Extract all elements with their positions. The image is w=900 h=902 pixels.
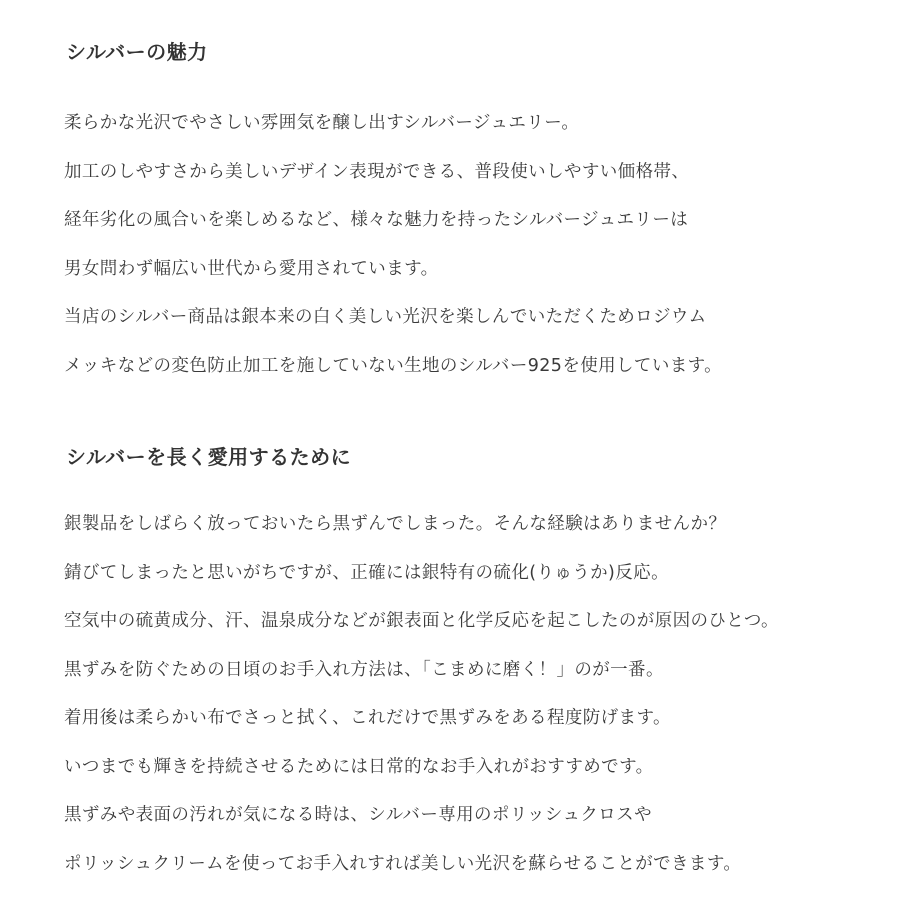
paragraph-line: 黒ずみを防ぐための日頃のお手入れ方法は、「こまめに磨く！」のが一番。 (64, 660, 779, 709)
paragraph-line: 着用後は柔らかい布でさっと拭く、これだけで黒ずみをある程度防げます。 (64, 708, 779, 757)
section-heading-silver-appeal: シルバーの魅力 (66, 36, 208, 65)
paragraph-line: 黒ずみや表面の汚れが気になる時は、シルバー専用のポリッシュクロスや (64, 805, 779, 854)
paragraph-line: 経年劣化の風合いを楽しめるなど、様々な魅力を持ったシルバージュエリーは (64, 210, 722, 259)
section-body-long-use (64, 514, 779, 902)
paragraph-line: 銀製品をしばらく放っておいたら黒ずんでしまった。そんな経験はありませんか？ (64, 514, 779, 563)
paragraph-line: 当店のシルバー商品は銀本来の白く美しい光沢を楽しんでいただくためロジウム (64, 307, 722, 356)
section-body-silver-appeal (64, 113, 722, 404)
paragraph-line: 加工のしやすさから美しいデザイン表現ができる、普段使いしやすい価格帯、 (64, 162, 722, 211)
paragraph-line: 錆びてしまったと思いがちですが、正確には銀特有の硫化(りゅうか)反応。 (64, 563, 779, 612)
paragraph-line: 空気中の硫黄成分、汗、温泉成分などが銀表面と化学反応を起こしたのが原因のひとつ。 (64, 611, 779, 660)
section-heading-long-use: シルバーを長く愛用するために (66, 441, 351, 470)
paragraph-line: 柔らかな光沢でやさしい雰囲気を醸し出すシルバージュエリー。 (64, 113, 722, 162)
paragraph-line: メッキなどの変色防止加工を施していない生地のシルバー925を使用しています。 (64, 356, 722, 405)
paragraph-line: 男女問わず幅広い世代から愛用されています。 (64, 259, 722, 308)
paragraph-line: いつまでも輝きを持続させるためには日常的なお手入れがおすすめです。 (64, 757, 779, 806)
paragraph-line: ポリッシュクリームを使ってお手入れすれば美しい光沢を蘇らせることができます。 (64, 854, 779, 902)
